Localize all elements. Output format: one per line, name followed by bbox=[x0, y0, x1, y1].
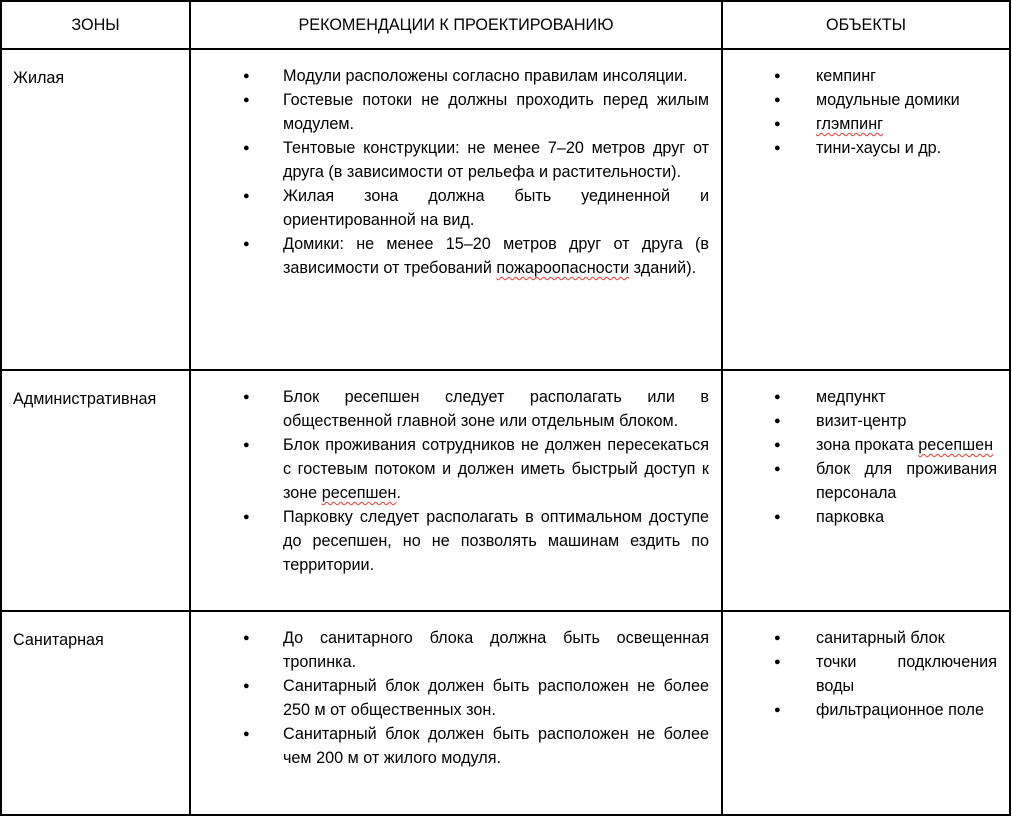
recommendation-item: ● Домики: не менее 15–20 метров друг от друга (в зависимости от требований пожароопасности зданий). bbox=[191, 232, 721, 280]
objects-list bbox=[723, 371, 1009, 529]
object-item: ● зона проката ресепшен bbox=[723, 433, 1009, 457]
header-recommendations: РЕКОМЕНДАЦИИ К ПРОЕКТИРОВАНИЮ bbox=[190, 1, 722, 49]
object-item: ● модульные домики bbox=[723, 88, 1009, 112]
recommendation-item: ● Санитарный блок должен быть расположен не более 250 м от общественных зон. bbox=[191, 674, 721, 722]
zone-name: Санитарная bbox=[13, 631, 104, 649]
recommendation-item: ● Модули расположены согласно правилам инсоляции. bbox=[191, 64, 721, 88]
zone-name: Административная bbox=[13, 390, 157, 408]
objects-list bbox=[723, 50, 1009, 160]
object-item: ● тини-хаусы и др. bbox=[723, 136, 1009, 160]
objects-cell bbox=[722, 611, 1010, 815]
object-item bbox=[723, 112, 1009, 136]
recommendation-item: ● Санитарный блок должен быть расположен не более чем 200 м от жилого модуля. bbox=[191, 722, 721, 770]
recommendation-item: ● Жилая зона должна быть уединенной и ориентированной на вид. bbox=[191, 184, 721, 232]
table-row bbox=[1, 49, 1010, 370]
header-zones: ЗОНЫ bbox=[1, 1, 190, 49]
object-item: ● блок для проживания персонала bbox=[723, 457, 1009, 505]
zone-cell bbox=[1, 611, 190, 815]
objects-list bbox=[723, 612, 1009, 722]
recommendation-item: ● Тентовые конструкции: не менее 7–20 метров друг от друга (в зависимости от рельефа и растительности). bbox=[191, 136, 721, 184]
recommendations-cell bbox=[190, 370, 722, 611]
recommendations-cell bbox=[190, 611, 722, 815]
table-row bbox=[1, 370, 1010, 611]
zone-name: Жилая bbox=[13, 69, 65, 87]
recommendation-item: ● Парковку следует располагать в оптимальном доступе до ресепшен, но не позволять машинам ездить по территории. bbox=[191, 505, 721, 577]
object-item: ● точки подключения воды bbox=[723, 650, 1009, 698]
zone-cell bbox=[1, 49, 190, 370]
spellcheck-flagged-word: пожароопасности bbox=[496, 259, 630, 277]
object-item: ● кемпинг bbox=[723, 64, 1009, 88]
header-objects: ОБЪЕКТЫ bbox=[722, 1, 1010, 49]
recommendation-item: ● Гостевые потоки не должны проходить перед жилым модулем. bbox=[191, 88, 721, 136]
objects-cell bbox=[722, 49, 1010, 370]
recommendation-item: ● До санитарного блока должна быть освещенная тропинка. bbox=[191, 626, 721, 674]
objects-cell bbox=[722, 370, 1010, 611]
header-row bbox=[1, 1, 1010, 49]
object-item: ● санитарный блок bbox=[723, 626, 1009, 650]
recommendations-list bbox=[191, 612, 721, 770]
recommendations-cell bbox=[190, 49, 722, 370]
spellcheck-flagged-word: ресепшен bbox=[918, 436, 994, 454]
object-item: ● парковка bbox=[723, 505, 1009, 529]
spellcheck-flagged-word: глэмпинг bbox=[816, 115, 884, 133]
recommendation-item: ● Блок проживания сотрудников не должен пересекаться с гостевым потоком и должен иметь быстрый доступ к зоне ресепшен. bbox=[191, 433, 721, 505]
object-item: ● фильтрационное поле bbox=[723, 698, 1009, 722]
object-item: ● медпункт bbox=[723, 385, 1009, 409]
recommendations-list bbox=[191, 371, 721, 577]
zone-cell bbox=[1, 370, 190, 611]
table-row bbox=[1, 611, 1010, 815]
object-item: ● визит-центр bbox=[723, 409, 1009, 433]
recommendation-item: ● Блок ресепшен следует располагать или в общественной главной зоне или отдельным блоком. bbox=[191, 385, 721, 433]
recommendations-list bbox=[191, 50, 721, 280]
spellcheck-flagged-word: ресепшен bbox=[321, 484, 397, 502]
